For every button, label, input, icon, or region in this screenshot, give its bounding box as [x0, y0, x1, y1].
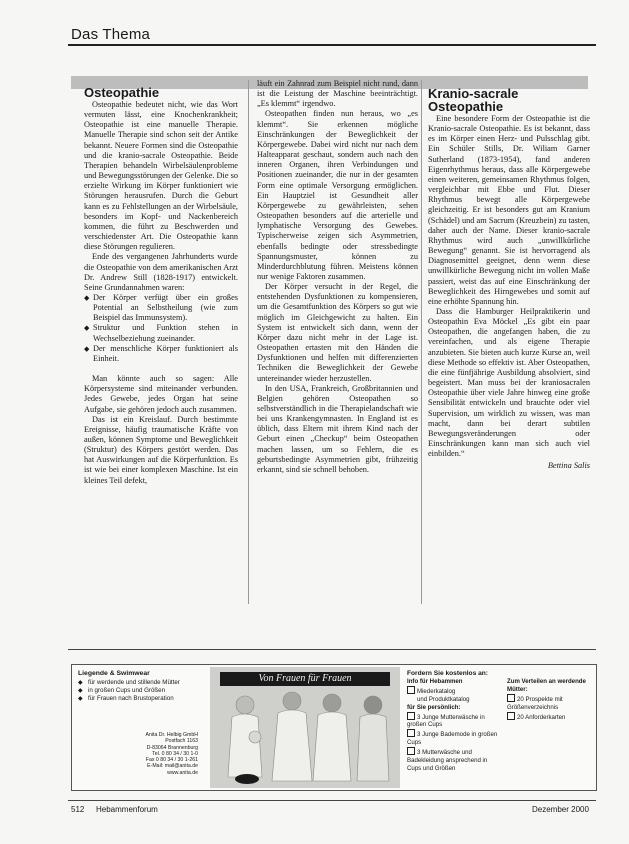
order-option[interactable] — [407, 729, 499, 747]
heading-kranio-sacrale: Kranio-sacrale Osteopathie — [428, 86, 519, 114]
ad-item — [78, 679, 206, 687]
order-group-title: Info für Hebammen — [407, 677, 463, 685]
contact-line: Anita Dr. Helbig GmbH — [145, 732, 198, 738]
order-option-label: 20 Prospekte mit Größenverzeichnis — [507, 695, 563, 711]
section-title: Das Thema — [71, 26, 151, 43]
checkbox-icon[interactable] — [407, 686, 415, 694]
footer-rule — [68, 800, 596, 801]
paragraph: Ende des vergangenen Jahrhunderts wurde die Osteopathie von dem amerikanischen Arzt Dr. Andrew Still (1828-1917) entwickelt. Seine Grundannahmen waren: — [84, 252, 238, 292]
ad-contact — [86, 732, 198, 776]
checkbox-icon[interactable] — [407, 729, 415, 737]
paragraph: Der Körper versucht in der Regel, die entstehenden Dysfunktionen zu kompensieren, um die Gesamtfunktion des Körpers so gut wie möglich im Gleichgewicht zu halten. Ein System ist entwickelt sich dann, wenn der Körper dazu nicht mehr in der Lage ist. Osteopathen ertasten mit den Händen die Dysfunktionen und helfen mit differenzierten Techniken die Beweglichkeit der Gewebe untereinander wieder herzustellen. — [257, 282, 418, 383]
paragraph: Eine besondere Form der Osteopathie ist die Kranio-sacrale Osteopathie. Es ist bekannt, dass es im Körper einen Herz- und Pulsschlag gibt. Ein Schüler Stills, Dr. Wiliam Garner Sutherland (1873-1954), fand anderen Eigenrhythmus heraus, dass alle Körpergewebe einen weiteren, gemeinsamen Rhythmus folgen, vergleichbar mit Ebbe und Flut. Dieser Rhythmus bewegt alle Körpergewebe gleichzeitig. Er ist besonders gut am Kranium (Schädel) und am Sacrum (Kreuzbein) zu tasten, daher auch der Name. Dieser kranio-sacrale Rhythmus wird auch „unwillkürliche Bewegung“ genannt. Sie ist hervorragend als Diagnosemittel geeignet, denn wenn diese unwillkürliche Bewegung nicht im vollen Maße passiert, weist das auf eine Einschränkung der Beweglichkeit des Hirngewebes und somit auf eine erhöhte Spannung hin. — [428, 114, 590, 306]
list-item-text: Struktur und Funktion stehen in Wechselbeziehung zueinander. — [93, 323, 238, 343]
list-item — [84, 323, 238, 343]
ad-item-text: für Frauen nach Brustoperation — [88, 695, 174, 702]
order-option-label: 20 Anforderkarten — [517, 713, 566, 721]
checkbox-icon[interactable] — [407, 747, 415, 755]
order-option[interactable] — [407, 747, 499, 773]
order-option[interactable] — [407, 686, 499, 696]
column-divider — [421, 80, 422, 604]
paragraph: In den USA, Frankreich, Großbritannien und Belgien gehören Osteopathen so selbstverständlich in die Therapielandschaft wie bei uns Krankengymnasten. In England ist es üblich, dass Eltern mit ihrem Kind nach der Geburt einen „Checkup“ beim Osteopathen machen lassen, um so Fehlern, die es geburtsbedingte Asymmetrien gibt, frühzeitig erkannt, sind sie schnell behoben. — [257, 383, 418, 474]
ad-divider — [68, 649, 596, 650]
contact-line: Postfach 1163 — [165, 738, 198, 745]
order-option[interactable] — [407, 712, 499, 730]
list-item-text: Der Körper verfügt über ein großes Potential an Selbstheilung (wie zum Beispiel das Immunsystem). — [93, 292, 238, 323]
ad-order-form — [407, 670, 592, 773]
order-group-title: für Sie persönlich: — [407, 703, 461, 711]
diamond-bullet-icon: ◆ — [84, 324, 90, 333]
contact-line: Fax 0 80 34 / 30 1-261 — [145, 757, 198, 764]
column-divider — [248, 80, 249, 604]
diamond-bullet-icon: ◆ — [78, 688, 83, 694]
order-option[interactable] — [507, 712, 591, 722]
ad-product-list — [78, 670, 206, 703]
magazine-name: Hebammenforum — [96, 805, 158, 814]
list-item — [84, 344, 238, 364]
diamond-bullet-icon: ◆ — [78, 696, 83, 702]
column-2 — [257, 79, 418, 475]
diamond-bullet-icon: ◆ — [84, 293, 90, 302]
order-option-label: 3 Junge Bademode in großen Cups — [407, 731, 498, 747]
list-item — [84, 293, 238, 323]
contact-line: D-83064 Brannenburg — [146, 744, 198, 751]
ad-item — [78, 695, 206, 703]
contact-line: Tel. 0 80 34 / 30 1-0 — [152, 750, 198, 757]
paragraph: Osteopathie bedeutet nicht, wie das Wort vermuten lässt, eine Knochenkrankheit; Osteopathie ist eine manuelle Therapie. Manuelle Therapie sind schon seit der Antike bekannt. Neuere Formen sind die Osteopathie und die kranio-sacrale Osteopathie. Beide Therapien behandeln Wirbelsäulenprobleme und Bewegungsstörungen der Gelenke. Die so erzielte Wirkung im Körper funktioniert wie Störungen herausrufen. Durch die Geburt kann es zu Fehlstellungen an der Wirbelsäule, besonders im Kopf- und Nackenbereich kommen, die führt zu Beschwerden und verschiedenster Art. Die Osteopathie kann diese Störungen regulieren. — [84, 100, 238, 252]
paragraph: Dass die Hamburger Heilpraktikerin und Osteopathin Eva Möckel „Es gibt ein paar Osteopathen, die angefangen haben, die zu vereinfachen, und als eigene Therapie anzubieten. Sie bieten auch kurze Kurse an, weil diese Methode so effektiv ist. Aber Osteopathen, die eine fünfjährige Ausbildung absolviert, sind begeistert. Man muss bei der kraniosacralen Osteopathie über viele Jahre hinweg eine große Sensibilität entwickeln und brauchte oder viel Supervision, um wirklich zu wissen, was man macht, dann bei derart subtilen Bewegungsveränderungen oder Einschränkungen kann man sich auch viel einbilden.“ — [428, 306, 590, 459]
order-option-label: 3 Mutterwäsche und Badekleidung ansprechend in Cups und Größen — [407, 749, 488, 772]
order-title: Fordern Sie kostenlos an: — [407, 670, 488, 677]
column-3 — [428, 87, 590, 471]
paragraph: Das ist ein Kreislauf. Durch bestimmte Ereignisse, häufig traumatische Kräfte von außen, können Symptome und Beweglichkeit (Struktur) des Körpers gestört werden. Das hat Auswirkungen auf die Körperfunktion. Es ist wie bei einer komplexen Maschine. Ist ein kleines Teil defekt, — [84, 414, 238, 485]
paragraph: Man könnte auch so sagen: Alle Körpersysteme sind miteinander verbunden. Jedes Gewebe, jedes Organ hat seine Aufgabe, sie gehören jedoch auch zusammen. — [84, 374, 238, 414]
contact-line: www.anita.de — [167, 769, 198, 776]
ad-item — [78, 687, 206, 695]
ad-item-text: für werdende und stillende Mütter — [88, 679, 180, 686]
page-number: 512 — [71, 805, 85, 814]
ad-photo — [210, 667, 400, 788]
paragraph: läuft ein Zahnrad zum Beispiel nicht rund, dann ist die Leistung der Maschine beeinträchtigt. „Es klemmt“ irgendwo. — [257, 79, 418, 109]
diamond-bullet-icon: ◆ — [84, 344, 90, 353]
checkbox-icon[interactable] — [407, 712, 415, 720]
order-option-cont: und Produktkatalog — [417, 695, 470, 703]
list-item-text: Der menschliche Körper funktioniert als Einheit. — [93, 343, 238, 363]
order-option[interactable] — [507, 694, 591, 712]
column-1 — [84, 86, 238, 486]
section-rule — [68, 44, 596, 46]
advertisement — [71, 664, 597, 791]
bullet-list — [84, 293, 238, 364]
order-group-title: Zum Verteilen an werdende Mütter: — [507, 677, 586, 693]
order-option-label: Miederkatalog — [417, 687, 456, 695]
heading-osteopathie: Osteopathie — [84, 85, 160, 100]
ad-item-text: in großen Cups und Größen — [88, 687, 166, 694]
ad-title: Liegende & Swimwear — [78, 670, 150, 677]
contact-line: E-Mail: mail@anita.de — [147, 763, 198, 770]
paragraph: Osteopathen finden nun heraus, wo „es klemmt“. Sie erkennen mögliche Einschränkungen der Beweglichkeit der Körpergewebe. Dabei wird nicht nur nach dem Halteapparat geschaut, sondern auch nach den inneren Organen, ihren Verbindungen und Positionen zueinander, die nur in der gesamten Form eine optimale Versorgung ermöglichen. Ein Hauptziel ist Gesundheit aller Körpergewebe zu gewährleisten, sehen Osteopathen besonders auf die arterielle und lymphatische Versorgung des Gewebes. Typischerweise zeigen sich Asymmetrien, ebenfalls bedingte oder stressbedingte Spannungsmuster, können zu Minderdurchblutung führen. Meistens können nur wenige Faktoren zusammen. — [257, 109, 418, 281]
author-byline: Bettina Salis — [547, 461, 590, 471]
checkbox-icon[interactable] — [507, 712, 515, 720]
diamond-bullet-icon: ◆ — [78, 680, 83, 686]
checkbox-icon[interactable] — [507, 694, 515, 702]
issue-date: Dezember 2000 — [532, 805, 589, 814]
order-option-label: 3 Junge Mutterwäsche in großen Cups — [407, 713, 485, 729]
brand-banner: Von Frauen für Frauen — [220, 672, 390, 686]
